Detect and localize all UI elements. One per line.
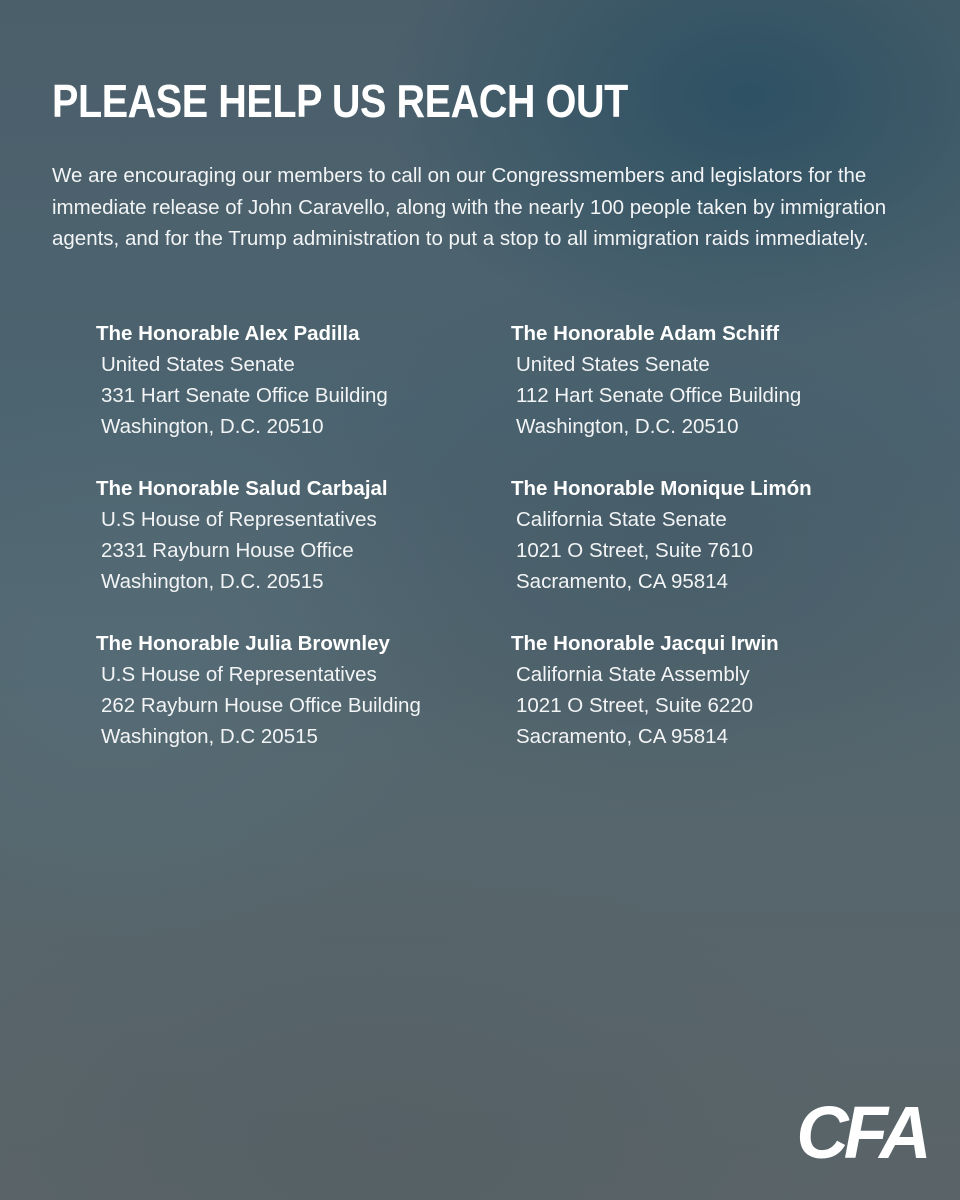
contact-body: United States Senate [101, 353, 295, 376]
contact-card-brownley [96, 628, 511, 752]
intro-paragraph: We are encouraging our members to call on our Congressmembers and legislators for the immediate release of John Caravello, along with the nearly 100 people taken by immigration agents, and for the Trump administration to put a stop to all immigration raids immediately. [52, 164, 887, 250]
contact-card-carbajal [96, 473, 511, 597]
contact-name: The Honorable Salud Carbajal [96, 477, 388, 500]
cfa-logo-icon [796, 1091, 928, 1174]
page-title: PLEASE HELP US REACH OUT [52, 75, 628, 127]
contact-body: California State Senate [516, 508, 727, 531]
contact-name: The Honorable Jacqui Irwin [511, 632, 779, 655]
contact-address: 1021 O Street, Suite 7610 [516, 539, 754, 562]
contact-card-padilla [96, 318, 511, 442]
contact-city: Washington, D.C. 20515 [101, 570, 324, 593]
contact-address: 262 Rayburn House Office Building [101, 694, 421, 717]
contact-body: U.S House of Representatives [101, 663, 377, 686]
contact-name: The Honorable Adam Schiff [511, 322, 780, 345]
contact-name: The Honorable Monique Limón [511, 477, 812, 500]
cfa-logo-text: CFA [796, 1091, 927, 1174]
contact-body: California State Assembly [516, 663, 750, 686]
contact-card-schiff [511, 318, 856, 442]
contact-city: Sacramento, CA 95814 [516, 570, 728, 593]
contact-city: Washington, D.C. 20510 [101, 415, 324, 438]
contact-address: 2331 Rayburn House Office [101, 539, 354, 562]
contact-city: Sacramento, CA 95814 [516, 725, 728, 748]
contact-card-irwin [511, 628, 856, 752]
contacts-grid [96, 318, 856, 752]
contact-body: U.S House of Representatives [101, 508, 377, 531]
contact-name: The Honorable Julia Brownley [96, 632, 390, 655]
contact-name: The Honorable Alex Padilla [96, 322, 360, 345]
contact-address: 331 Hart Senate Office Building [101, 384, 388, 407]
contact-city: Washington, D.C 20515 [101, 725, 318, 748]
contact-address: 112 Hart Senate Office Building [516, 384, 802, 407]
contact-card-limon [511, 473, 856, 597]
contact-address: 1021 O Street, Suite 6220 [516, 694, 754, 717]
contact-body: United States Senate [516, 353, 710, 376]
contact-city: Washington, D.C. 20510 [516, 415, 739, 438]
